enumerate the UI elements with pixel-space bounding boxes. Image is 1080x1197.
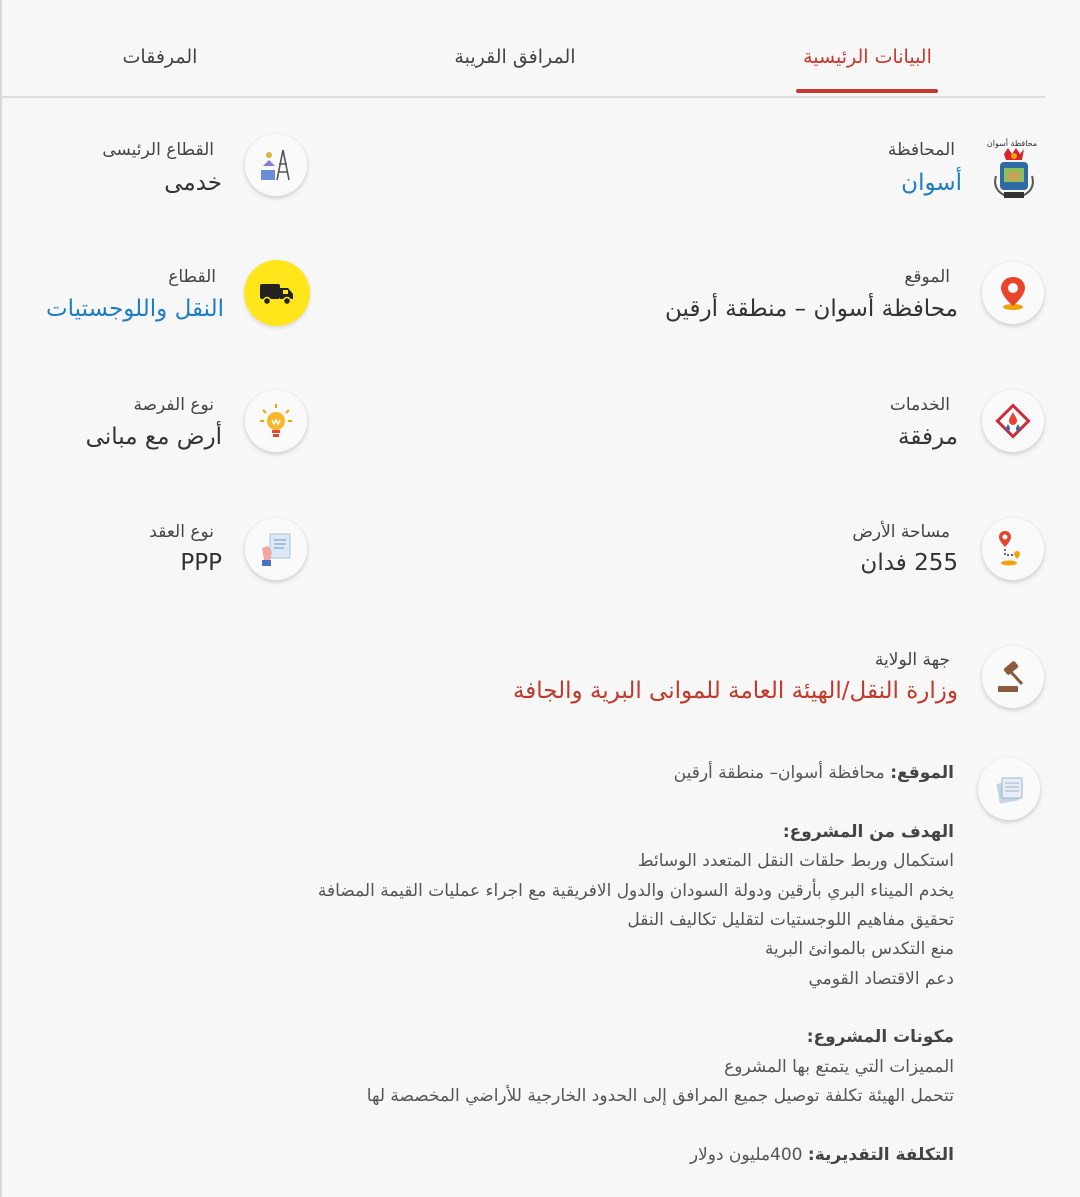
location-icon [982,262,1044,324]
land-area-value: 255 فدان [860,550,958,576]
components-heading [807,1027,954,1047]
components-heading-text: مكونات المشروع: [806,1027,954,1047]
governorate-logo [982,132,1046,204]
land-area-label: مساحة الأرض [852,522,950,542]
location-value: محافظة أسوان – منطقة أرقين [665,296,958,322]
authority-icon [982,646,1044,708]
opportunity-type-label: نوع الفرصة [133,395,214,415]
left-edge [0,0,2,1197]
document-icon [978,758,1040,820]
contract-type-value: PPP [180,550,222,576]
sector-value[interactable]: النقل واللوجستيات [46,296,224,322]
description-location [674,763,954,783]
logo-text: محافظة أسوان [986,139,1038,148]
goal-item: استكمال وربط حلقات النقل المتعدد الوسائط [637,851,954,871]
main-sector-label: القطاع الرئيسى [102,140,214,160]
estimated-cost-label: التكلفة التقديرية: [807,1145,954,1165]
sector-label: القطاع [168,267,216,287]
tab-nearby-facilities[interactable]: المرافق القريبة [454,46,576,68]
goal-heading-text: الهدف من المشروع: [782,822,954,842]
services-icon [982,390,1044,452]
governorate-label: المحافظة [887,140,955,160]
component-item: تتحمل الهيئة تكلفة توصيل جميع المرافق إلى الحدود الخارجية للأراضي المخصصة لها [366,1086,954,1106]
estimated-cost [690,1145,954,1165]
description-location-value: محافظة أسوان– منطقة أرقين [673,763,891,783]
estimated-cost-value: 400مليون دولار [689,1145,808,1165]
authority-label: جهة الولاية [874,650,950,670]
services-label: الخدمات [889,395,950,415]
location-label: الموقع [904,267,950,287]
authority-value: وزارة النقل/الهيئة العامة للموانى البرية والجافة [512,678,958,704]
services-value: مرفقة [898,424,958,450]
land-area-icon [982,518,1044,580]
main-sector-value: خدمى [164,170,222,196]
contract-type-label: نوع العقد [149,522,214,542]
project-description [254,0,954,1197]
tab-attachments[interactable]: المرفقات [122,46,198,68]
goal-item: يخدم الميناء البري بأرقين ودولة السودان والدول الافريقية مع اجراء عمليات القيمة المضافة [317,881,954,901]
governorate-value[interactable]: أسوان [901,170,962,196]
tab-main-data[interactable]: البيانات الرئيسية [803,46,932,68]
goal-item: منع التكدس بالموانئ البرية [764,939,954,959]
component-item: المميزات التي يتمتع بها المشروع [724,1057,954,1077]
goal-item: دعم الاقتصاد القومي [808,969,954,989]
goal-item: تحقيق مفاهيم اللوجستيات لتقليل تكاليف النقل [627,910,954,930]
description-location-label: الموقع: [890,763,954,783]
goal-heading [783,822,954,842]
opportunity-type-value: أرض مع مبانى [85,424,222,450]
